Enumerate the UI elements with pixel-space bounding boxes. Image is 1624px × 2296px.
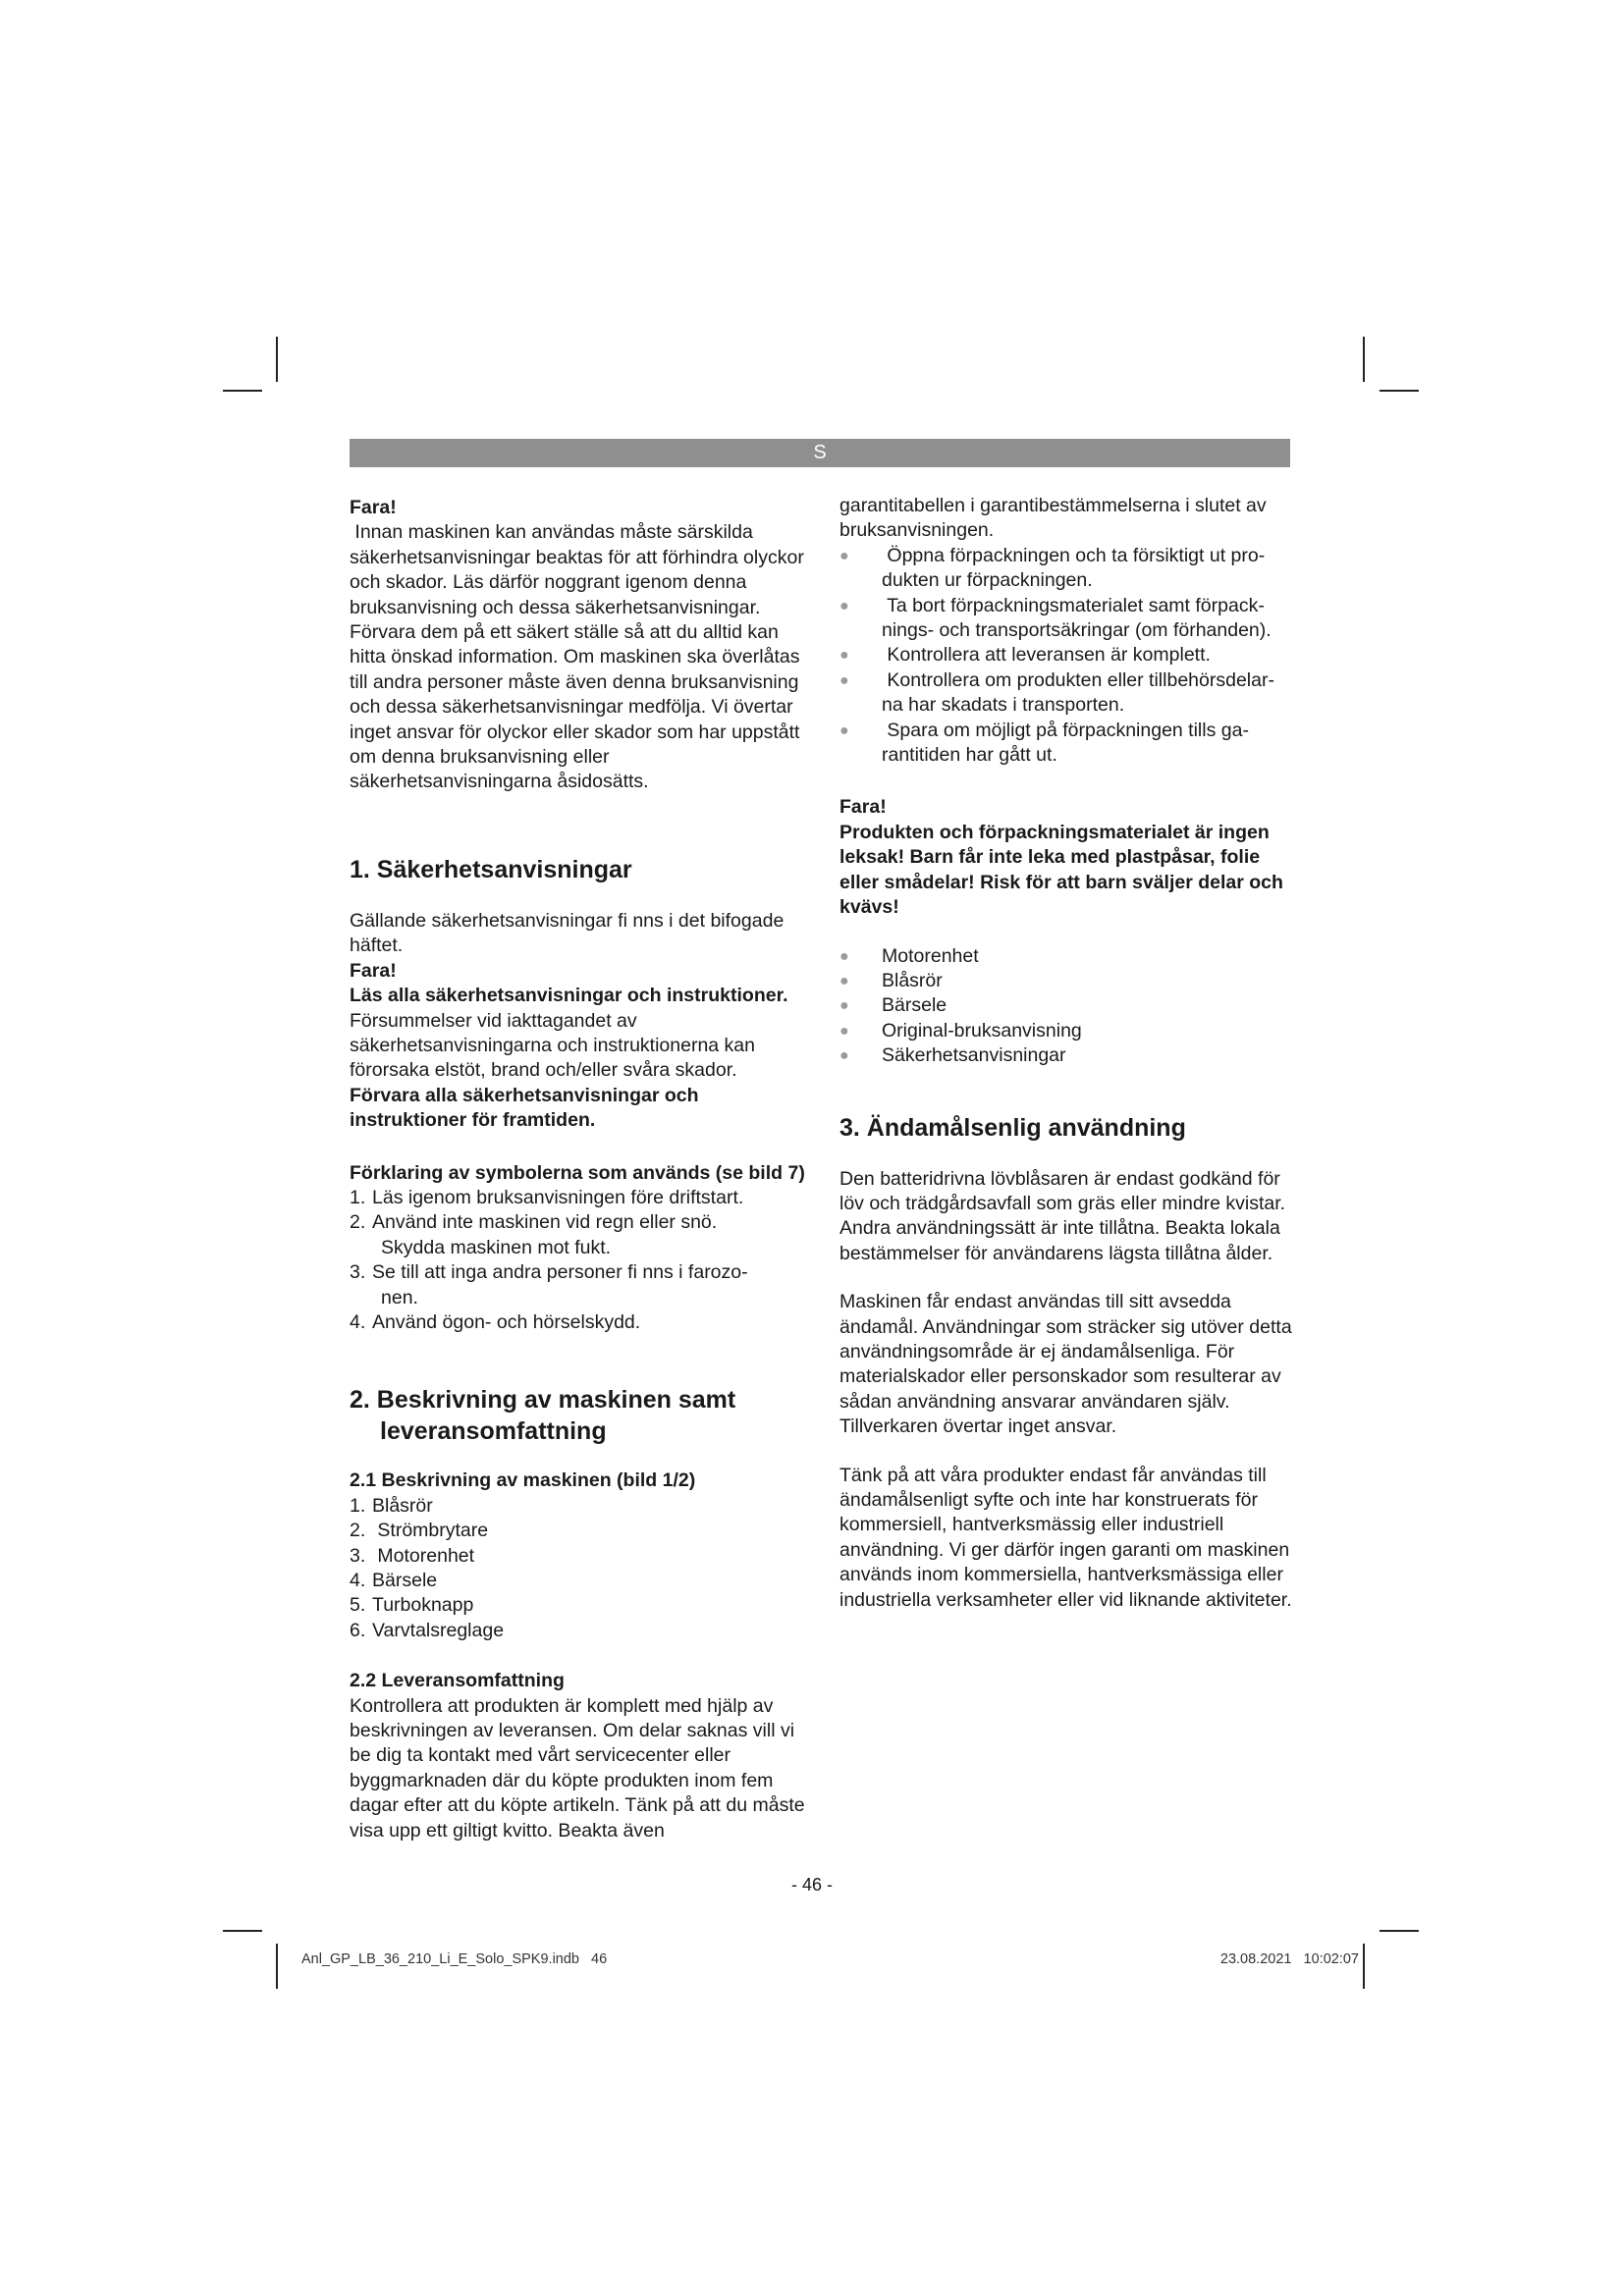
language-code: S <box>813 442 827 463</box>
bullet-icon: ● <box>839 997 849 1015</box>
crop-mark <box>276 337 278 382</box>
language-header-bar <box>350 439 1290 467</box>
safety-paragraph <box>350 984 805 1133</box>
intro-paragraph: Innan maskinen kan användas måste särskilda säkerhetsanvisningar beaktas för att förhindra olyckor och skador. Läs därför noggrant igenom denna bruksanvisning och dessa säkerhetsanvisningar. Förvara dem på ett säkert ställe så att du alltid kan hitta önskad information. Om maskinen ska överlåtas till andra personer måste även denna bruksanvisning och dessa säkerhetsanvisningar medfölja. Vi övertar inget ansvar för olyckor eller skador som har uppstått om denna bruksanvisning eller säkerhetsanvisningarna åsidosätts. <box>350 521 810 793</box>
bullet-icon: ● <box>839 972 849 989</box>
list-item: ● Motorenhet <box>839 944 1295 969</box>
safety-intro: Gällande säkerhetsanvisningar fi nns i det bifogade häftet. <box>350 909 785 957</box>
list-item: ● Kontrollera att leveransen är komplett. <box>839 643 1295 667</box>
safety-bold-2: Förvara alla säkerhetsanvisningar och instruktioner för framtiden. <box>350 1084 699 1132</box>
footer-timestamp: 23.08.2021 10:02:07 <box>1219 1951 1359 1967</box>
crop-mark <box>276 1944 278 1989</box>
list-item: 3. Se till att inga andra personer fi nns i farozo- nen. <box>350 1261 748 1308</box>
footer-filename: Anl_GP_LB_36_210_Li_E_Solo_SPK9.indb 46 <box>301 1951 608 1967</box>
list-item: 6. Varvtalsreglage <box>350 1619 505 1641</box>
crop-mark <box>1363 1944 1365 1989</box>
bullet-icon: ● <box>839 547 849 564</box>
section-2-2-title: 2.2 Leveransomfattning <box>350 1670 565 1692</box>
page-number: - 46 - <box>790 1875 833 1895</box>
list-item: 4. Använd ögon- och hörselskydd. <box>350 1310 641 1333</box>
safety-text: Försummelser vid iakttagandet av säkerhetsanvisningarna och instruktionerna kan förorsaka elstöt, brand och/eller svåra skador. <box>350 985 793 1082</box>
bullet-icon: ● <box>839 597 849 614</box>
warning-heading: Fara! <box>350 497 397 518</box>
bullet-icon: ● <box>839 1047 849 1065</box>
crop-mark <box>1363 337 1365 382</box>
machine-parts-list <box>350 1494 805 1643</box>
intended-use-paragraph-2: Maskinen får endast användas till sitt avsedda ändamål. Användningar som sträcker sig utöver detta användningsområde är ej ändamålsenliga. För materialskador eller personskador som resulterar av sådan användning ansvarar användaren själv. Tillverkaren övertar inget ansvar. <box>839 1291 1292 1438</box>
list-item: 2. Strömbrytare <box>350 1520 489 1542</box>
intended-use-paragraph-3: Tänk på att våra produkter endast får användas till ändamålsenligt syfte och inte har konstruerats för kommersiell, hantverksmässig eller industriell användning. Vi ger därför ingen garanti om maskinen används inom kommersiella, hantverksmässiga eller industriella verksamheter eller vid liknande aktiviteter. <box>839 1464 1292 1611</box>
delivery-contents-list <box>839 944 1295 1069</box>
unpacking-list <box>839 544 1295 769</box>
list-item: ● Spara om möjligt på förpackningen tills ga- rantitiden har gått ut. <box>839 719 1249 767</box>
list-item: ● Säkerhetsanvisningar <box>839 1043 1295 1068</box>
list-item: ● Ta bort förpackningsmaterialet samt förpack- nings- och transportsäkringar (om förhanden). <box>839 594 1272 642</box>
bullet-icon: ● <box>839 947 849 965</box>
list-item: 3. Motorenhet <box>350 1544 475 1567</box>
continued-paragraph: garantitabellen i garantibestämmelserna i slutet av bruksanvisningen. <box>839 495 1267 542</box>
list-item: 5. Turboknapp <box>350 1594 474 1617</box>
symbols-list <box>350 1186 805 1335</box>
list-item: ● Original-bruksanvisning <box>839 1019 1295 1043</box>
list-item: ● Öppna förpackningen och ta försiktigt ut pro- dukten ur förpackningen. <box>839 544 1266 592</box>
bullet-icon: ● <box>839 721 849 739</box>
bullet-icon: ● <box>839 671 849 689</box>
delivery-paragraph: Kontrollera att produkten är komplett med hjälp av beskrivningen av leveransen. Om delar saknas vill vi be dig ta kontakt med vårt servicecenter eller byggmarknaden där du köpte produkten inom fem dagar efter att du köpte artikeln. Tänk på att du måste visa upp ett giltigt kvitto. Beakta även <box>350 1694 805 1842</box>
section-2-title: 2. Beskrivning av maskinen samt leveransomfattning <box>350 1386 736 1446</box>
list-item: ● Kontrollera om produkten eller tillbehörsdelar- na har skadats i transporten. <box>839 668 1274 717</box>
bullet-icon: ● <box>839 1022 849 1040</box>
symbols-title: Förklaring av symbolerna som används (se bild 7) <box>350 1161 805 1184</box>
section-1-title: 1. Säkerhetsanvisningar <box>350 855 632 883</box>
crop-mark <box>1380 390 1419 392</box>
child-warning: Produkten och förpackningsmaterialet är ingen leksak! Barn får inte leka med plastpåsar, folie eller smådelar! Risk för att barn sväljer delar och kvävs! <box>839 821 1283 919</box>
list-item: 1. Läs igenom bruksanvisningen före driftstart. <box>350 1186 744 1208</box>
list-item: 4. Bärsele <box>350 1570 438 1591</box>
warning-heading: Fara! <box>839 796 887 819</box>
section-3-title: 3. Ändamålsenlig användning <box>839 1113 1186 1142</box>
crop-mark <box>223 390 262 392</box>
warning-heading: Fara! <box>350 959 397 982</box>
list-item: ● Blåsrör <box>839 969 1295 993</box>
safety-bold-1: Läs alla säkerhetsanvisningar och instruktioner. <box>350 985 788 1007</box>
bullet-icon: ● <box>839 647 849 665</box>
list-item: ● Bärsele <box>839 993 1295 1018</box>
intended-use-paragraph-1: Den batteridrivna lövblåsaren är endast godkänd för löv och trädgårdsavfall som gräs eller mindre kvistar. Andra användningssätt är inte tillåtna. Beakta lokala bestämmelser för användarens lägsta tillåtna ålder. <box>839 1167 1286 1264</box>
left-column <box>350 491 810 1843</box>
right-column <box>839 491 1295 1613</box>
crop-mark <box>223 1930 262 1932</box>
section-2-1-title: 2.1 Beskrivning av maskinen (bild 1/2) <box>350 1469 696 1492</box>
crop-mark <box>1380 1930 1419 1932</box>
list-item: 1. Blåsrör <box>350 1494 433 1517</box>
list-item: 2. Använd inte maskinen vid regn eller snö. Skydda maskinen mot fukt. <box>350 1211 718 1258</box>
